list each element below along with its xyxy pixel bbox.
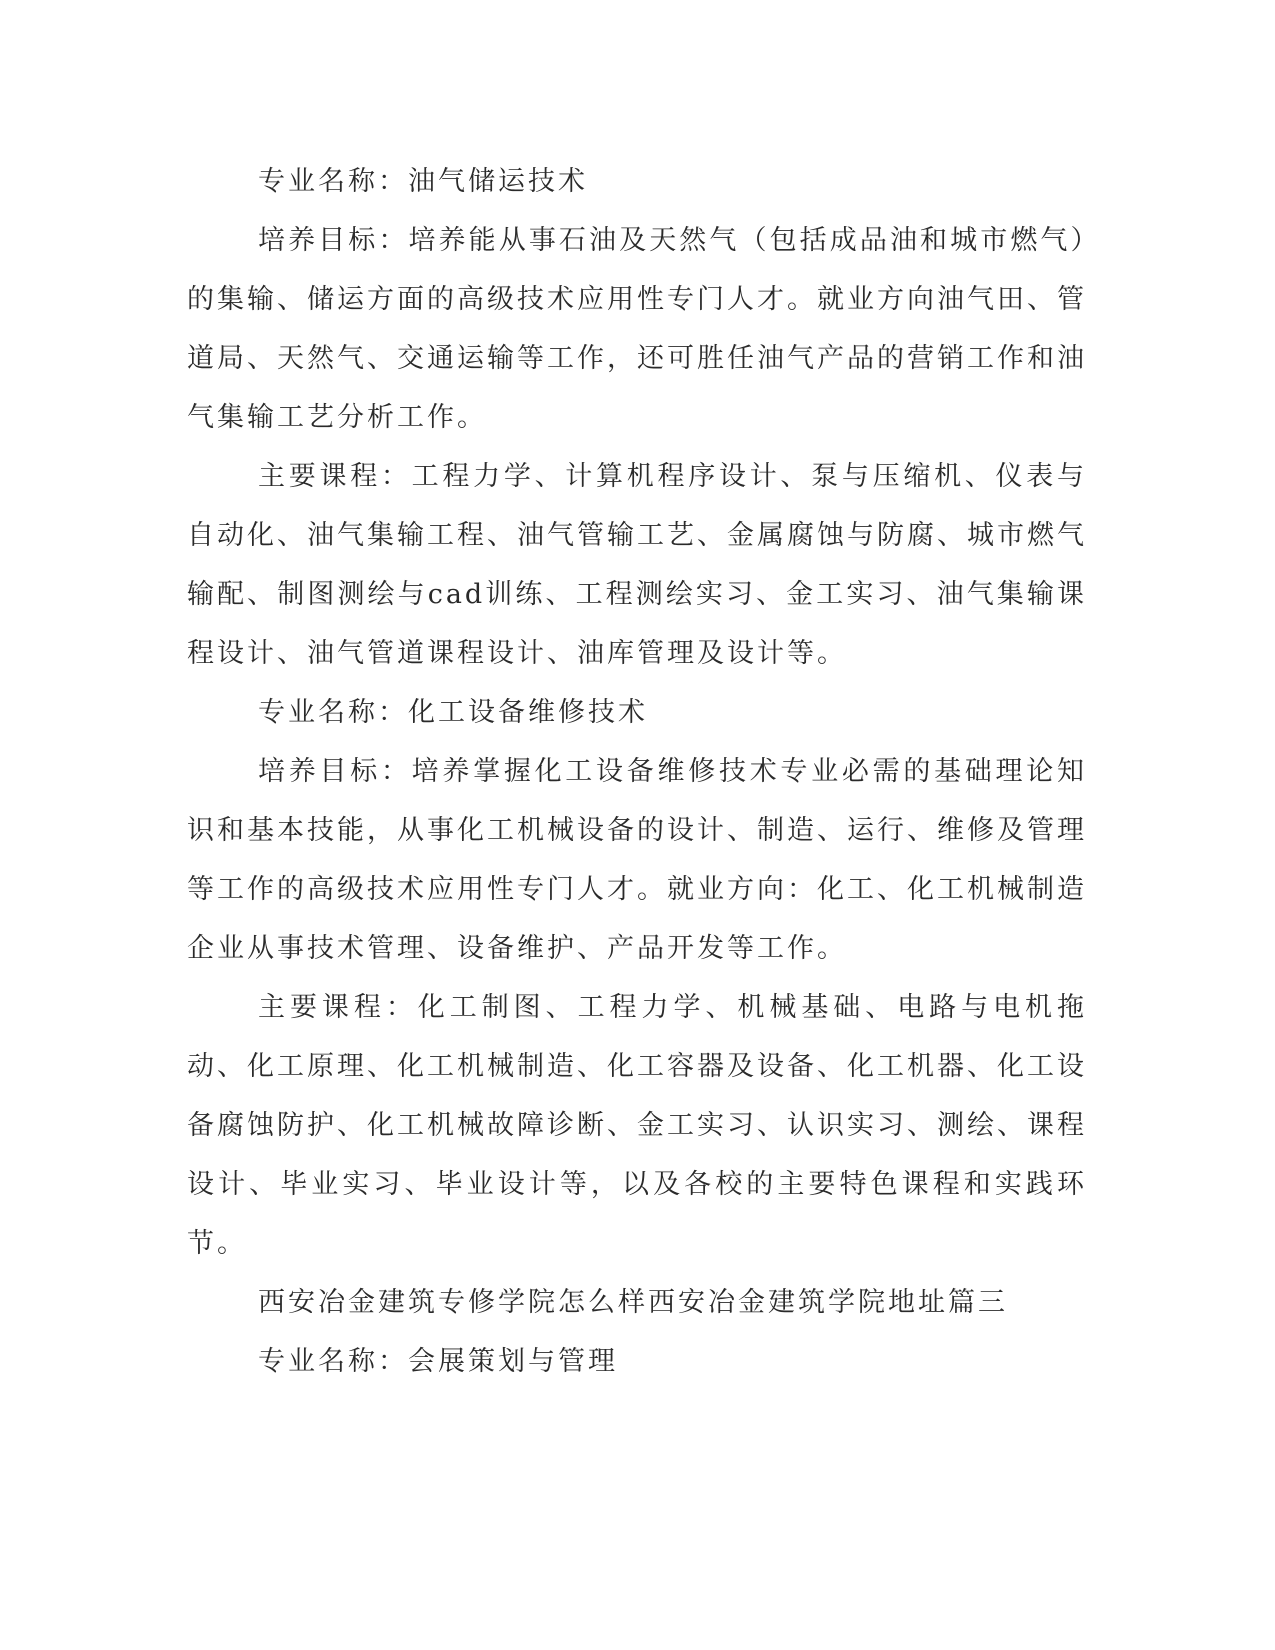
paragraph-training-goal-oil-gas: 培养目标：培养能从事石油及天然气（包括成品油和城市燃气）的集输、储运方面的高级技术应用性专门人才。就业方向油气田、管道局、天然气、交通运输等工作，还可胜任油气产品的营销工作和油气集输工艺分析工作。 bbox=[187, 225, 1087, 433]
paragraph-major-name-oil-gas: 专业名称：油气储运技术 bbox=[258, 166, 588, 197]
document-body bbox=[187, 152, 1087, 1391]
paragraph-major-name-exhibition: 专业名称：会展策划与管理 bbox=[258, 1346, 618, 1377]
paragraph-section-heading: 西安冶金建筑专修学院怎么样西安冶金建筑学院地址篇三 bbox=[258, 1287, 1008, 1318]
paragraph-major-name-chemical-equipment: 专业名称：化工设备维修技术 bbox=[258, 697, 648, 728]
paragraph-main-courses-chemical-equipment: 主要课程：化工制图、工程力学、机械基础、电路与电机拖动、化工原理、化工机械制造、化工容器及设备、化工机器、化工设备腐蚀防护、化工机械故障诊断、金工实习、认识实习、测绘、课程设计、毕业实习、毕业设计等，以及各校的主要特色课程和实践环节。 bbox=[187, 992, 1087, 1259]
paragraph-main-courses-oil-gas: 主要课程：工程力学、计算机程序设计、泵与压缩机、仪表与自动化、油气集输工程、油气管输工艺、金属腐蚀与防腐、城市燃气输配、制图测绘与cad训练、工程测绘实习、金工实习、油气集输课程设计、油气管道课程设计、油库管理及设计等。 bbox=[187, 461, 1087, 669]
paragraph-training-goal-chemical-equipment: 培养目标：培养掌握化工设备维修技术专业必需的基础理论知识和基本技能，从事化工机械设备的设计、制造、运行、维修及管理等工作的高级技术应用性专门人才。就业方向：化工、化工机械制造企业从事技术管理、设备维护、产品开发等工作。 bbox=[187, 756, 1087, 964]
